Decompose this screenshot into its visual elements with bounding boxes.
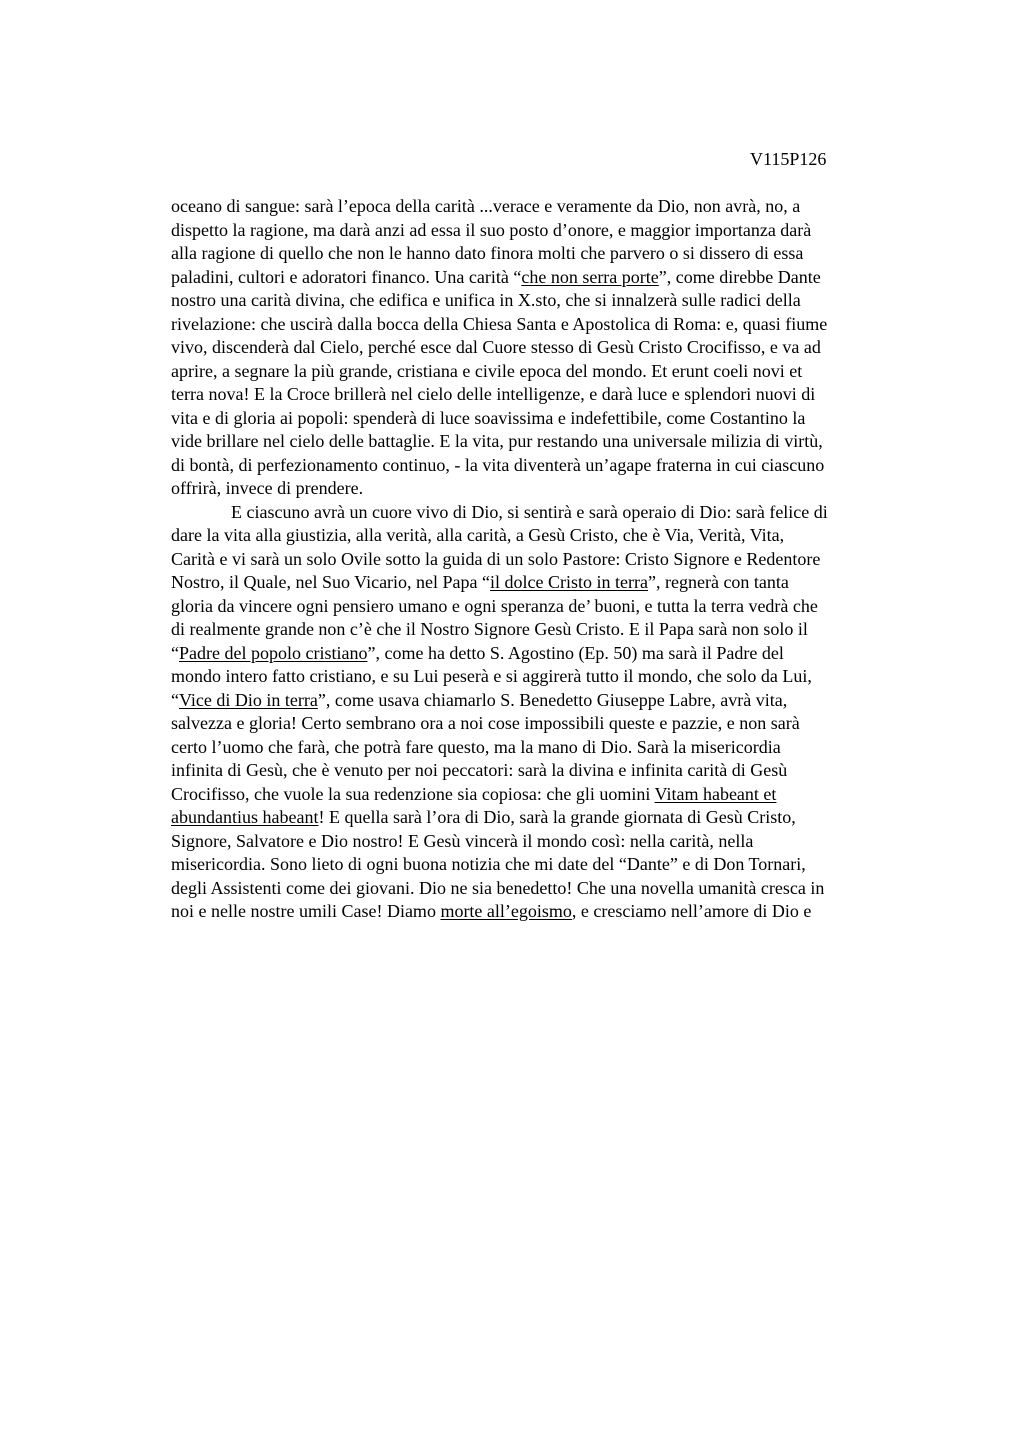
text-segment: Carità e vi sarà un solo Ovile sotto la guida di un solo Pastore: Cristo Signore e Redentore [171,548,821,569]
underlined-phrase: il dolce Cristo in terra [490,572,648,592]
text-line [171,289,931,313]
text-segment: di realmente grande non c’è che il Nostro Signore Gesù Cristo. E il Papa sarà non solo il [171,619,808,639]
underlined-phrase: Vice di Dio in terra [179,689,318,710]
text-line [171,219,931,243]
text-segment: ! E quella sarà l’ora di Dio, sarà la grande giornata di Gesù Cristo, [318,807,796,827]
text-segment: aprire, a segnare la più grande, cristiana e civile epoca del mondo. Et erunt coeli novi et [171,360,803,381]
text-segment: ”, regnerà con tanta [648,572,789,592]
text-line [171,477,931,501]
text-line [171,242,931,266]
text-segment: paladini, cultori e adoratori financo. Una carità “ [171,266,522,287]
text-segment: gloria da vincere ogni pensiero umano e ogni speranza de’ buoni, e tutta la terra vedrà che [171,595,818,616]
text-line [171,877,931,901]
text-line [171,266,931,290]
text-line [171,642,931,666]
text-line [171,665,931,689]
text-line [171,830,931,854]
text-line [171,736,931,760]
text-segment: salvezza e gloria! Certo sembrano ora a noi cose impossibili queste e pazzie, e non sarà [171,713,800,733]
text-segment: ”, come usava chiamarlo S. Benedetto Giuseppe Labre, avrà vita, [317,689,788,710]
text-segment: di bontà, di perfezionamento continuo, - la vita diventerà un’agape fraterna in cui ciascuno [171,454,825,475]
underlined-phrase: Vitam habeant et [654,783,777,804]
text-line [171,383,931,407]
text-segment: nostro una carità divina, che edifica e unifica in X.sto, che si innalzerà sulle radici della [171,290,801,310]
text-line [171,595,931,619]
text-segment: , e cresciamo nell’amore di Dio e [571,901,812,921]
text-line [171,712,931,736]
text-segment: terra nova! E la Croce brillerà nel cielo delle intelligenze, e darà luce e splendori nuovi di [171,384,816,404]
text-segment: rivelazione: che uscirà dalla bocca della Chiesa Santa e Apostolica di Roma: e, quasi fiume [171,313,828,334]
text-segment: certo l’uomo che farà, che potrà fare questo, ma la mano di Dio. Sarà la misericordia [171,736,781,757]
text-segment: ”, come direbbe Dante [658,266,821,287]
text-segment: infinita di Gesù, che è venuto per noi peccatori: sarà la divina e infinita carità di Gesù [171,760,788,780]
text-line [171,360,931,384]
text-segment: offrirà, invece di prendere. [171,478,364,498]
text-segment: Crocifisso, che vuole la sua redenzione sia copiosa: che gli uomini [171,783,655,804]
text-segment: alla ragione di quello che non le hanno dato finora molti che parvero o si dissero di essa [171,243,804,263]
text-segment: noi e nelle nostre umili Case! Diamo [171,901,441,921]
text-segment: dare la vita alla giustizia, alla verità, alla carità, a Gesù Cristo, che è Via, Verità, Vita, [171,525,785,545]
text-segment: dispetto la ragione, ma darà anzi ad essa il suo posto d’onore, e maggior importanza darà [171,219,812,240]
text-line [171,900,931,924]
body-text [171,195,931,924]
underlined-phrase: abundantius habeant [171,807,319,827]
text-line [171,548,931,572]
text-segment: oceano di sangue: sarà l’epoca della carità ...verace e veramente da Dio, non avrà, no, a [171,196,801,216]
underlined-phrase: che non serra porte [521,266,659,287]
text-line [171,689,931,713]
text-line [171,407,931,431]
text-segment: ”, come ha detto S. Agostino (Ep. 50) ma sarà il Padre del [367,642,784,663]
text-line [171,501,931,525]
text-segment: vide brillare nel cielo delle battaglie. E la vita, pur restando una universale milizia di virtù, [171,431,823,451]
text-segment: vita e di gloria ai popoli: spenderà di luce soavissima e indefettibile, come Costantino la [171,407,806,428]
text-segment: mondo intero fatto cristiano, e su Lui peserà e si aggirerà tutto il mondo, che solo da Lui, [171,666,812,686]
text-line [171,195,931,219]
text-line [171,783,931,807]
text-line [171,524,931,548]
text-segment: Nostro, il Quale, nel Suo Vicario, nel Papa “ [171,572,491,592]
text-segment: misericordia. Sono lieto di ogni buona notizia che mi date del “Dante” e di Don Tornari, [171,854,806,874]
text-line [171,759,931,783]
text-segment: degli Assistenti come dei giovani. Dio ne sia benedetto! Che una novella umanità cresca in [171,877,825,898]
text-segment: vivo, discenderà dal Cielo, perché esce dal Cuore stesso di Gesù Cristo Crocifisso, e va ad [171,337,821,357]
underlined-phrase: Padre del popolo cristiano [179,642,368,663]
text-line [171,454,931,478]
text-line [171,618,931,642]
text-segment: E ciascuno avrà un cuore vivo di Dio, si sentirà e sarà operaio di Dio: sarà felice di [231,501,828,522]
text-segment: Signore, Salvatore e Dio nostro! E Gesù vincerà il mondo così: nella carità, nella [171,830,754,851]
page-reference: V115P126 [750,149,827,169]
text-line [171,806,931,830]
text-line [171,853,931,877]
text-line [171,430,931,454]
text-segment: “ [171,642,179,663]
text-line [171,313,931,337]
text-segment: “ [171,689,179,710]
text-line [171,336,931,360]
underlined-phrase: morte all’egoismo [440,901,572,921]
text-line [171,571,931,595]
